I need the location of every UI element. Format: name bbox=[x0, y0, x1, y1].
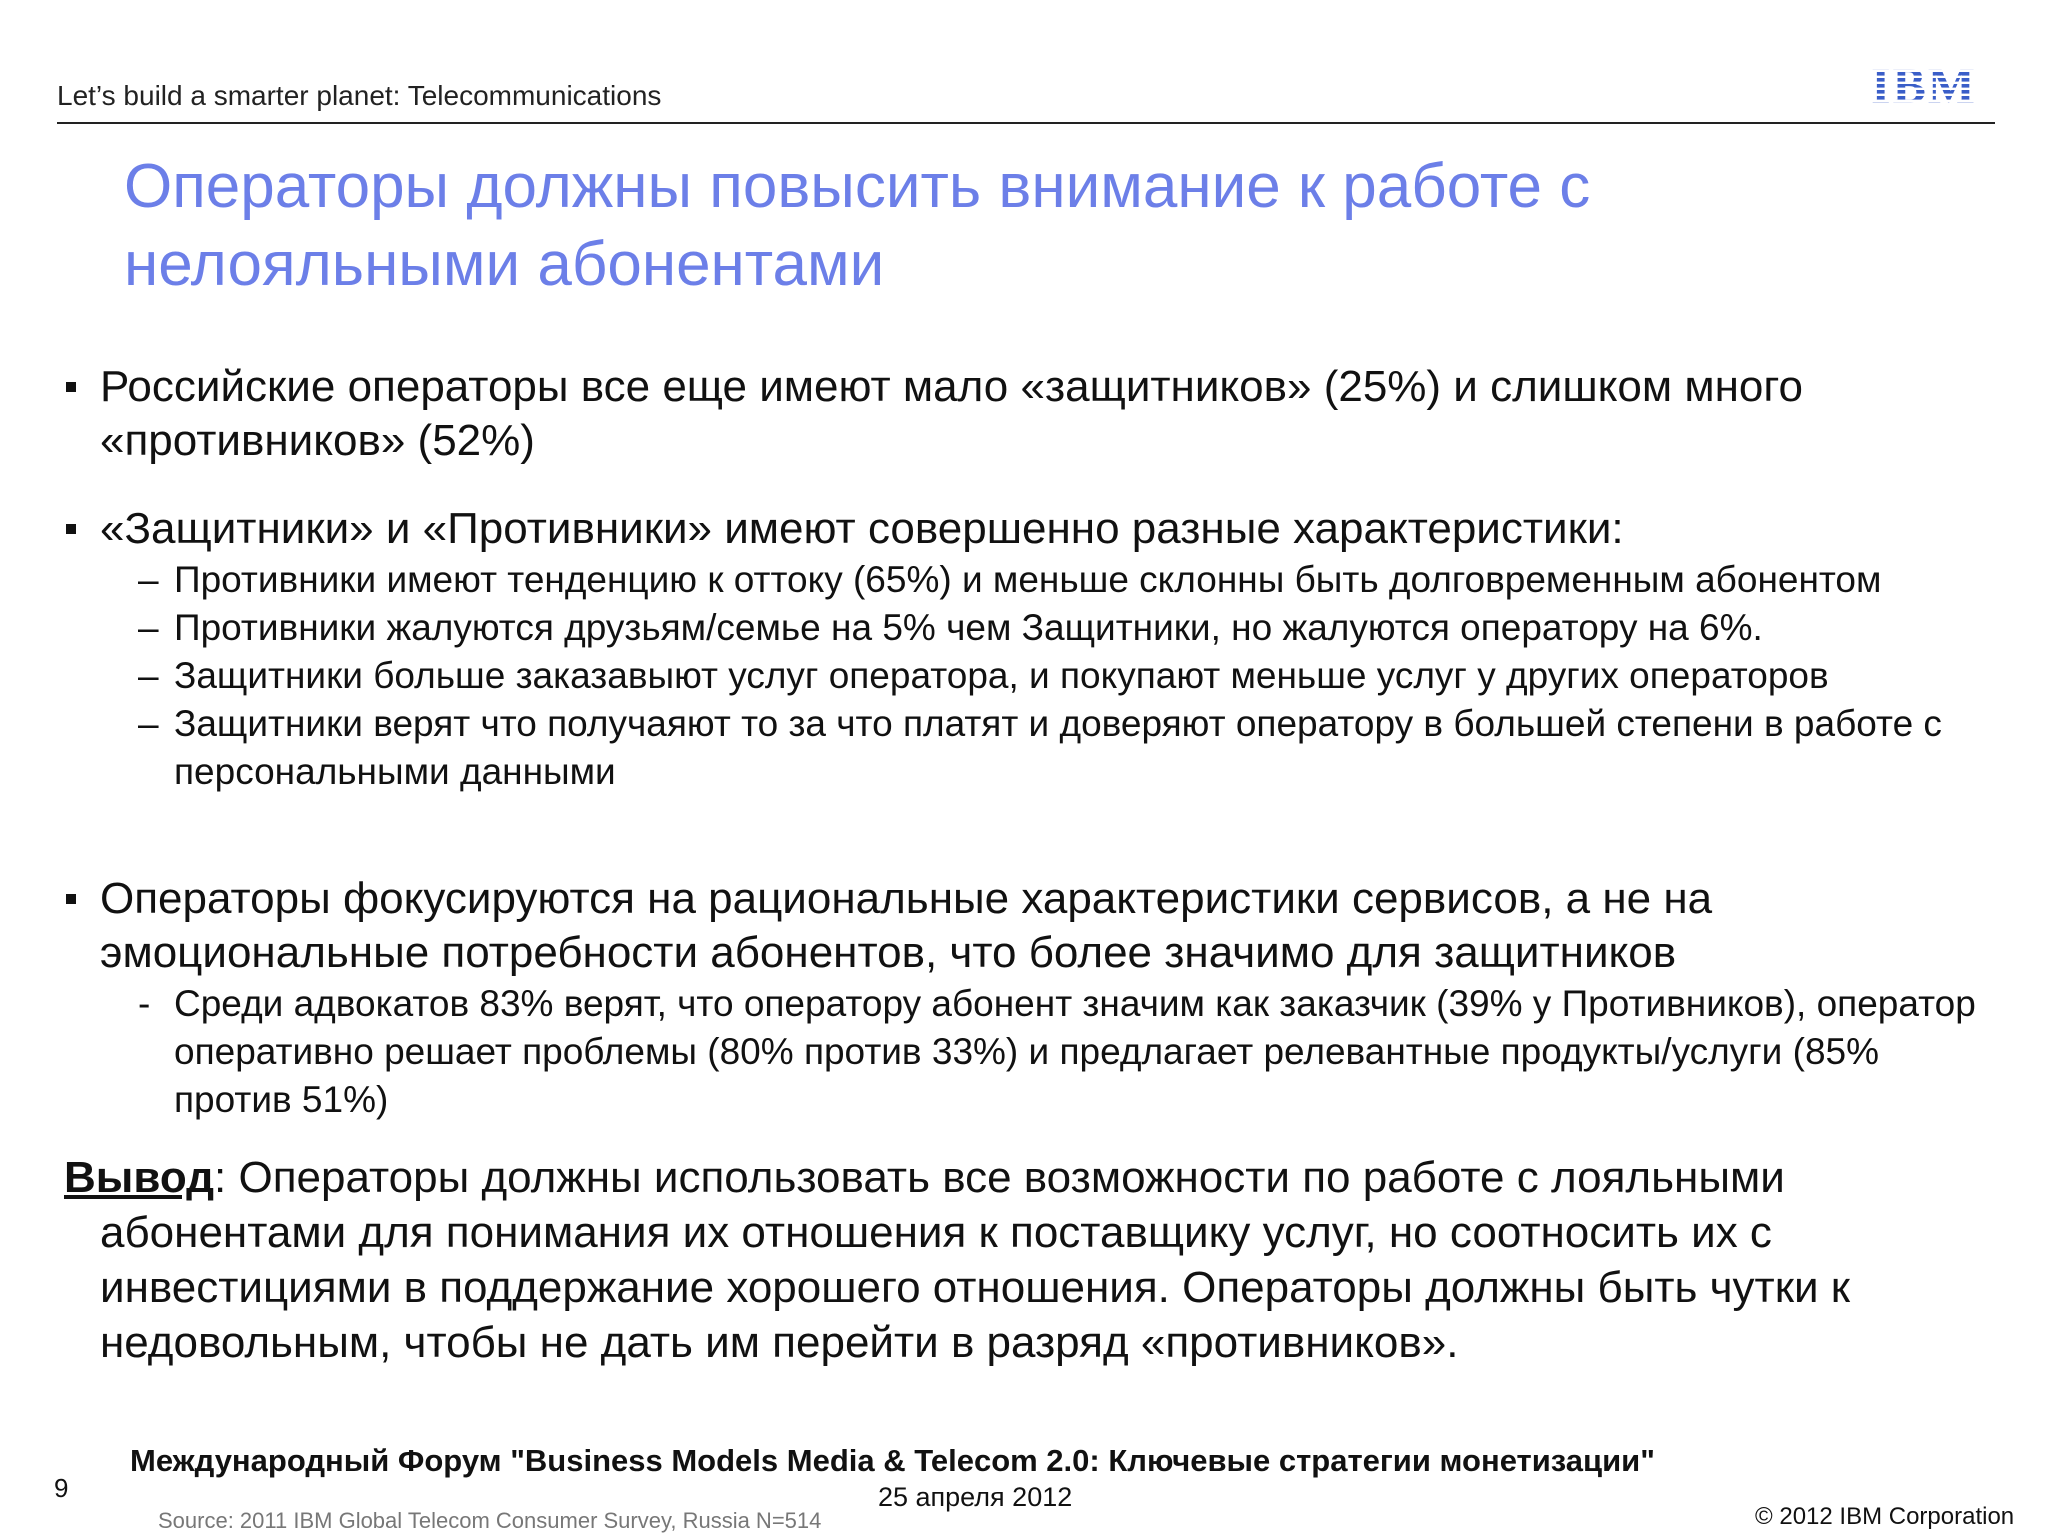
conclusion-label: Вывод bbox=[64, 1153, 215, 1202]
bullet-text: Операторы фокусируются на рациональные характеристики сервисов, а не на эмоциональные потребности абонентов, что более значимо для защитников bbox=[100, 874, 1713, 977]
bullet-square-icon bbox=[66, 524, 76, 534]
dash-icon: – bbox=[138, 607, 159, 648]
dash-icon: – bbox=[138, 703, 159, 744]
footer-forum: Международный Форум "Business Models Media & Telecom 2.0: Ключевые стратегии монетизации" bbox=[130, 1443, 1655, 1478]
header-caption: Let’s build a smarter planet: Telecommunications bbox=[57, 80, 662, 111]
sub-bullet-text: Защитники верят что получаяют то за что платят и доверяют оператору в большей степени в работе с персональными данными bbox=[174, 703, 1942, 792]
bullet-text: «Защитники» и «Противники» имеют совершенно разные характеристики: bbox=[100, 504, 1624, 553]
bullet-square-icon bbox=[66, 894, 76, 904]
dash-icon: – bbox=[138, 655, 159, 696]
sub-bullet bbox=[64, 604, 2004, 652]
copyright: © 2012 IBM Corporation bbox=[1755, 1503, 2015, 1530]
sub-bullet-text: Защитники больше заказавыют услуг оператора, и покупают меньше услуг у других операторов bbox=[174, 655, 1829, 696]
slide-title: Операторы должны повысить внимание к работе с нелояльными абонентами bbox=[124, 152, 1591, 299]
conclusion-text: : Операторы должны использовать все возможности по работе с лояльными абонентами для понимания их отношения к поставщику услуг, но соотносить их с инвестициями в поддержание хорошего отношения. Операторы должны быть чутки к недовольным, чтобы не дать им перейти в разряд «противников». bbox=[100, 1153, 1851, 1367]
sub-bullet-text: Среди адвокатов 83% верят, что оператору абонент значим как заказчик (39% у Противников), оператор оперативно решает проблемы (80% против 33%) и предлагает релевантные продукты/услуги (85% против 51%) bbox=[174, 983, 1976, 1120]
bullet-text: Российские операторы все еще имеют мало «защитников» (25%) и слишком много «противников» (52%) bbox=[100, 362, 1803, 465]
ibm-logo-text: IBM bbox=[1871, 60, 1977, 110]
sub-bullet bbox=[64, 700, 2004, 796]
sub-bullet bbox=[64, 556, 2004, 604]
bullet-2 bbox=[64, 502, 2004, 796]
sub-bullet-text: Противники жалуются друзьям/семье на 5% чем Защитники, но жалуются оператору на 6%. bbox=[174, 607, 1763, 648]
dash-icon: – bbox=[138, 559, 159, 600]
bullet-square-icon bbox=[66, 382, 76, 392]
bullet-1 bbox=[64, 360, 2004, 468]
bullet-3 bbox=[64, 872, 2004, 1124]
footer-date: 25 апреля 2012 bbox=[878, 1482, 1073, 1512]
conclusion bbox=[64, 1150, 1980, 1370]
page-number: 9 bbox=[54, 1473, 69, 1503]
source-note: Source: 2011 IBM Global Telecom Consumer Survey, Russia N=514 bbox=[158, 1508, 822, 1533]
dash-icon: - bbox=[138, 983, 151, 1024]
sub-bullet-text: Противники имеют тенденцию к оттоку (65%) и меньше склонны быть долговременным абонентом bbox=[174, 559, 1882, 600]
sub-bullet bbox=[64, 652, 2004, 700]
sub-bullet bbox=[64, 980, 2004, 1124]
